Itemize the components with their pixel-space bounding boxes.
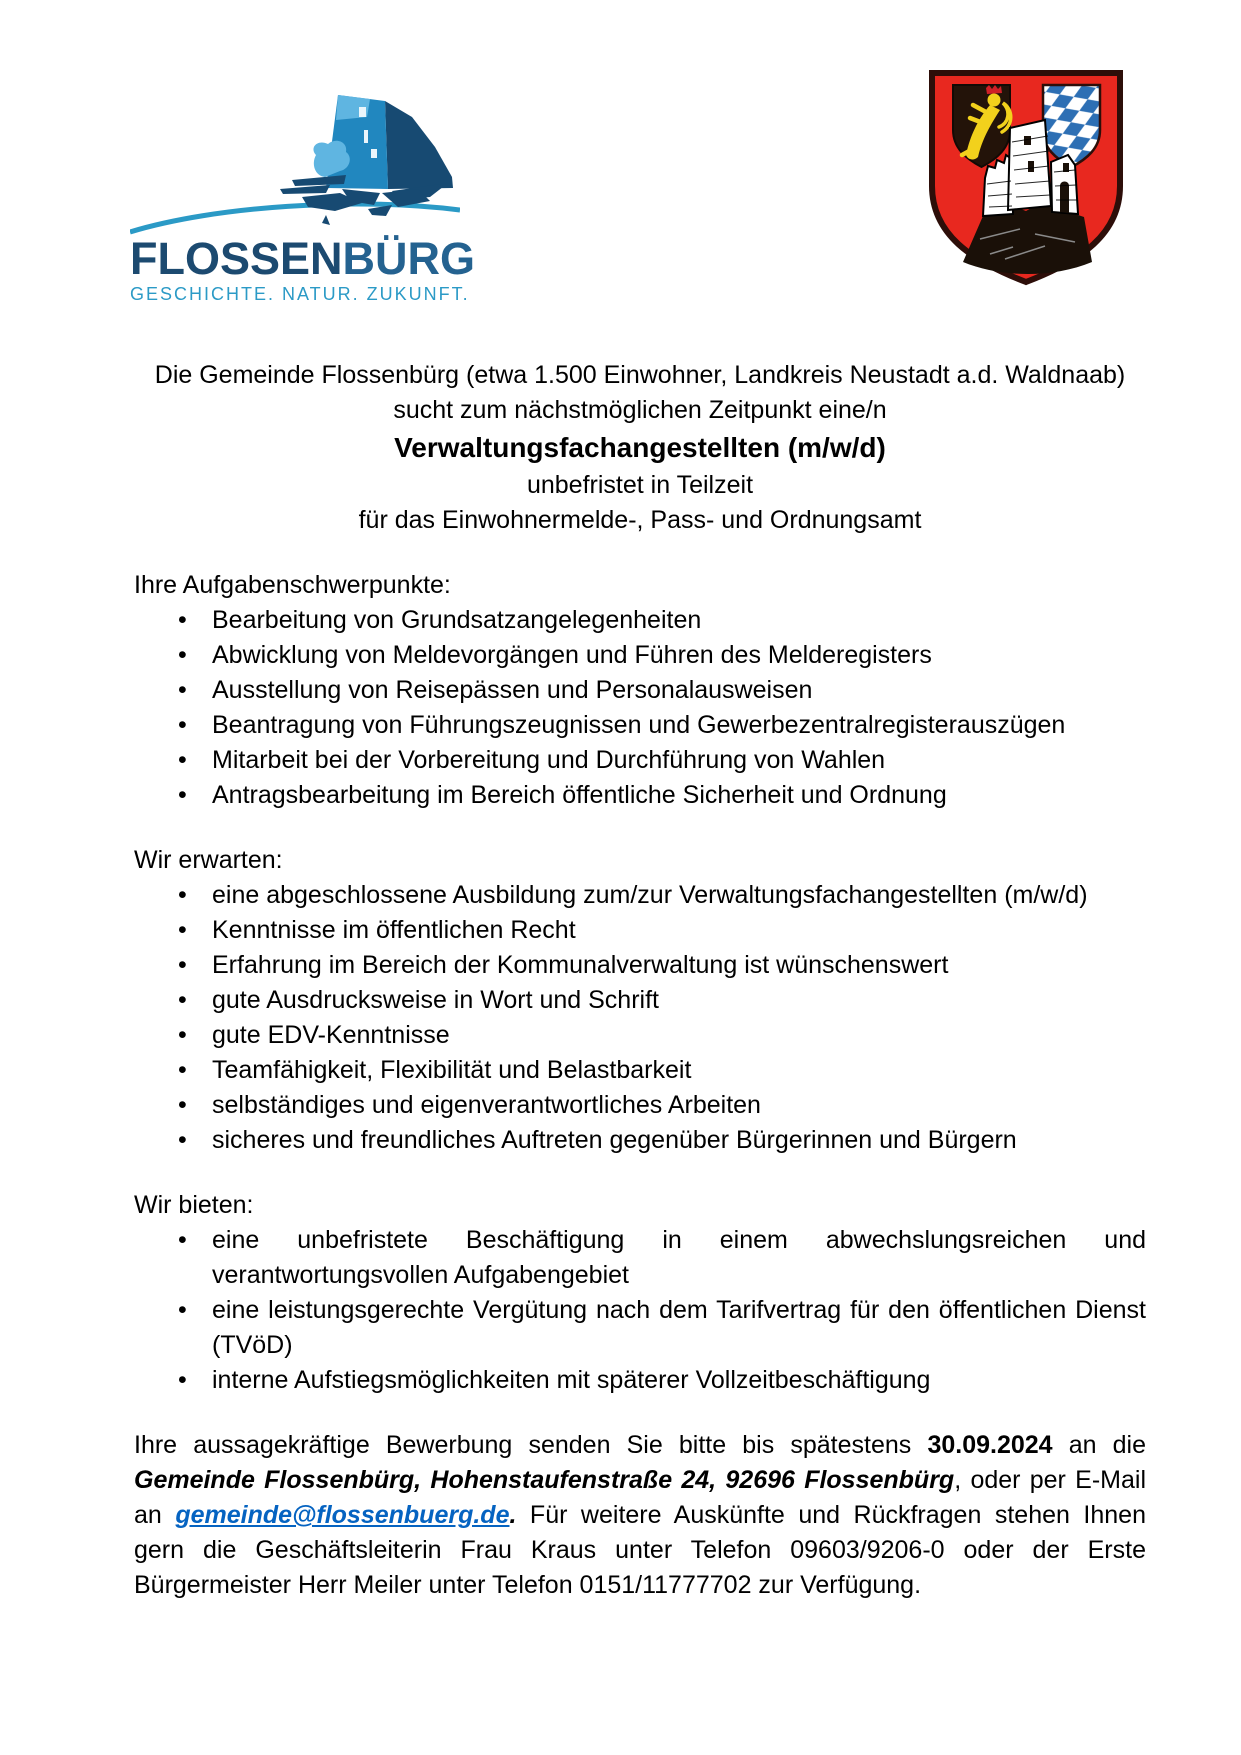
- list-item: • gute Ausdrucksweise in Wort und Schrift: [134, 983, 1146, 1018]
- list-item: • Abwicklung von Meldevorgängen und Führen des Melderegisters: [134, 638, 1146, 673]
- logo-wordmark-flossen: FLOSSEN: [130, 233, 343, 284]
- intro-line-4: für das Einwohnermelde-, Pass- und Ordnungsamt: [358, 506, 922, 534]
- list-item: • Beantragung von Führungszeugnissen und Gewerbezentralregisterauszügen: [134, 708, 1146, 743]
- closing-paragraph: [134, 1428, 1146, 1603]
- document-body: [134, 0, 1146, 1603]
- job-title: Verwaltungsfachangestellten (m/w/d): [394, 432, 886, 463]
- list-item: • Mitarbeit bei der Vorbereitung und Durchführung von Wahlen: [134, 743, 1146, 778]
- list-item: • Erfahrung im Bereich der Kommunalverwaltung ist wünschenswert: [134, 948, 1146, 983]
- intro-line-3: unbefristet in Teilzeit: [526, 471, 754, 499]
- list-item: • selbständiges und eigenverantwortliches Arbeiten: [134, 1088, 1146, 1123]
- list-item: • sicheres und freundliches Auftreten gegenüber Bürgerinnen und Bürgern: [134, 1123, 1146, 1158]
- bieten-list: [134, 1223, 1146, 1398]
- closing-text: , oder per E-Mail an: [134, 1466, 1146, 1529]
- closing-text: Für weitere Auskünfte und Rückfragen stehen Ihnen gern die Geschäftsleiterin Frau Kraus unter Telefon 09603/9206-0 oder der Erste Bürgermeister Herr Meiler unter Telefon 0151/11777702 zur Verfügung.: [134, 1501, 1146, 1599]
- list-item: • Teamfähigkeit, Flexibilität und Belastbarkeit: [134, 1053, 1146, 1088]
- intro-line-2: sucht zum nächstmöglichen Zeitpunkt eine/n: [393, 396, 887, 424]
- closing-text: .: [509, 1501, 517, 1529]
- email-link[interactable]: gemeinde@flossenbuerg.de: [175, 1501, 510, 1529]
- list-item: • eine abgeschlossene Ausbildung zum/zur Verwaltungsfachangestellten (m/w/d): [134, 878, 1146, 913]
- section-heading-bieten: Wir bieten:: [134, 1191, 254, 1219]
- list-item: • Kenntnisse im öffentlichen Recht: [134, 913, 1146, 948]
- logo-tagline: GESCHICHTE. NATUR. ZUKUNFT.: [130, 284, 470, 304]
- logo-wordmark-buerg: BÜRG: [342, 233, 476, 284]
- list-item: • Antragsbearbeitung im Bereich öffentliche Sicherheit und Ordnung: [134, 778, 1146, 813]
- list-item: • interne Aufstiegsmöglichkeiten mit späterer Vollzeitbeschäftigung: [134, 1363, 1146, 1398]
- intro-line-1: Die Gemeinde Flossenbürg (etwa 1.500 Einwohner, Landkreis Neustadt a.d. Waldnaab): [154, 361, 1126, 389]
- section-heading-erwarten: Wir erwarten:: [134, 846, 283, 874]
- closing-text: an die: [1052, 1431, 1147, 1459]
- list-item: • gute EDV-Kenntnisse: [134, 1018, 1146, 1053]
- erwarten-list: [134, 878, 1146, 1158]
- postal-address: Gemeinde Flossenbürg, Hohenstaufenstraße 24, 92696 Flossenbürg: [134, 1466, 955, 1494]
- list-item: • Bearbeitung von Grundsatzangelegenheiten: [134, 603, 1146, 638]
- aufgaben-list: [134, 603, 1146, 813]
- application-deadline: 30.09.2024: [927, 1431, 1053, 1459]
- list-item: • eine unbefristete Beschäftigung in einem abwechslungsreichen und verantwortungsvollen Aufgabengebiet: [134, 1223, 1146, 1293]
- list-item: • eine leistungsgerechte Vergütung nach dem Tarifvertrag für den öffentlichen Dienst (TVöD): [134, 1293, 1146, 1363]
- section-heading-aufgaben: Ihre Aufgabenschwerpunkte:: [134, 571, 451, 599]
- list-item: • Ausstellung von Reisepässen und Personalausweisen: [134, 673, 1146, 708]
- closing-text: Ihre aussagekräftige Bewerbung senden Sie bitte bis spätestens: [134, 1431, 928, 1459]
